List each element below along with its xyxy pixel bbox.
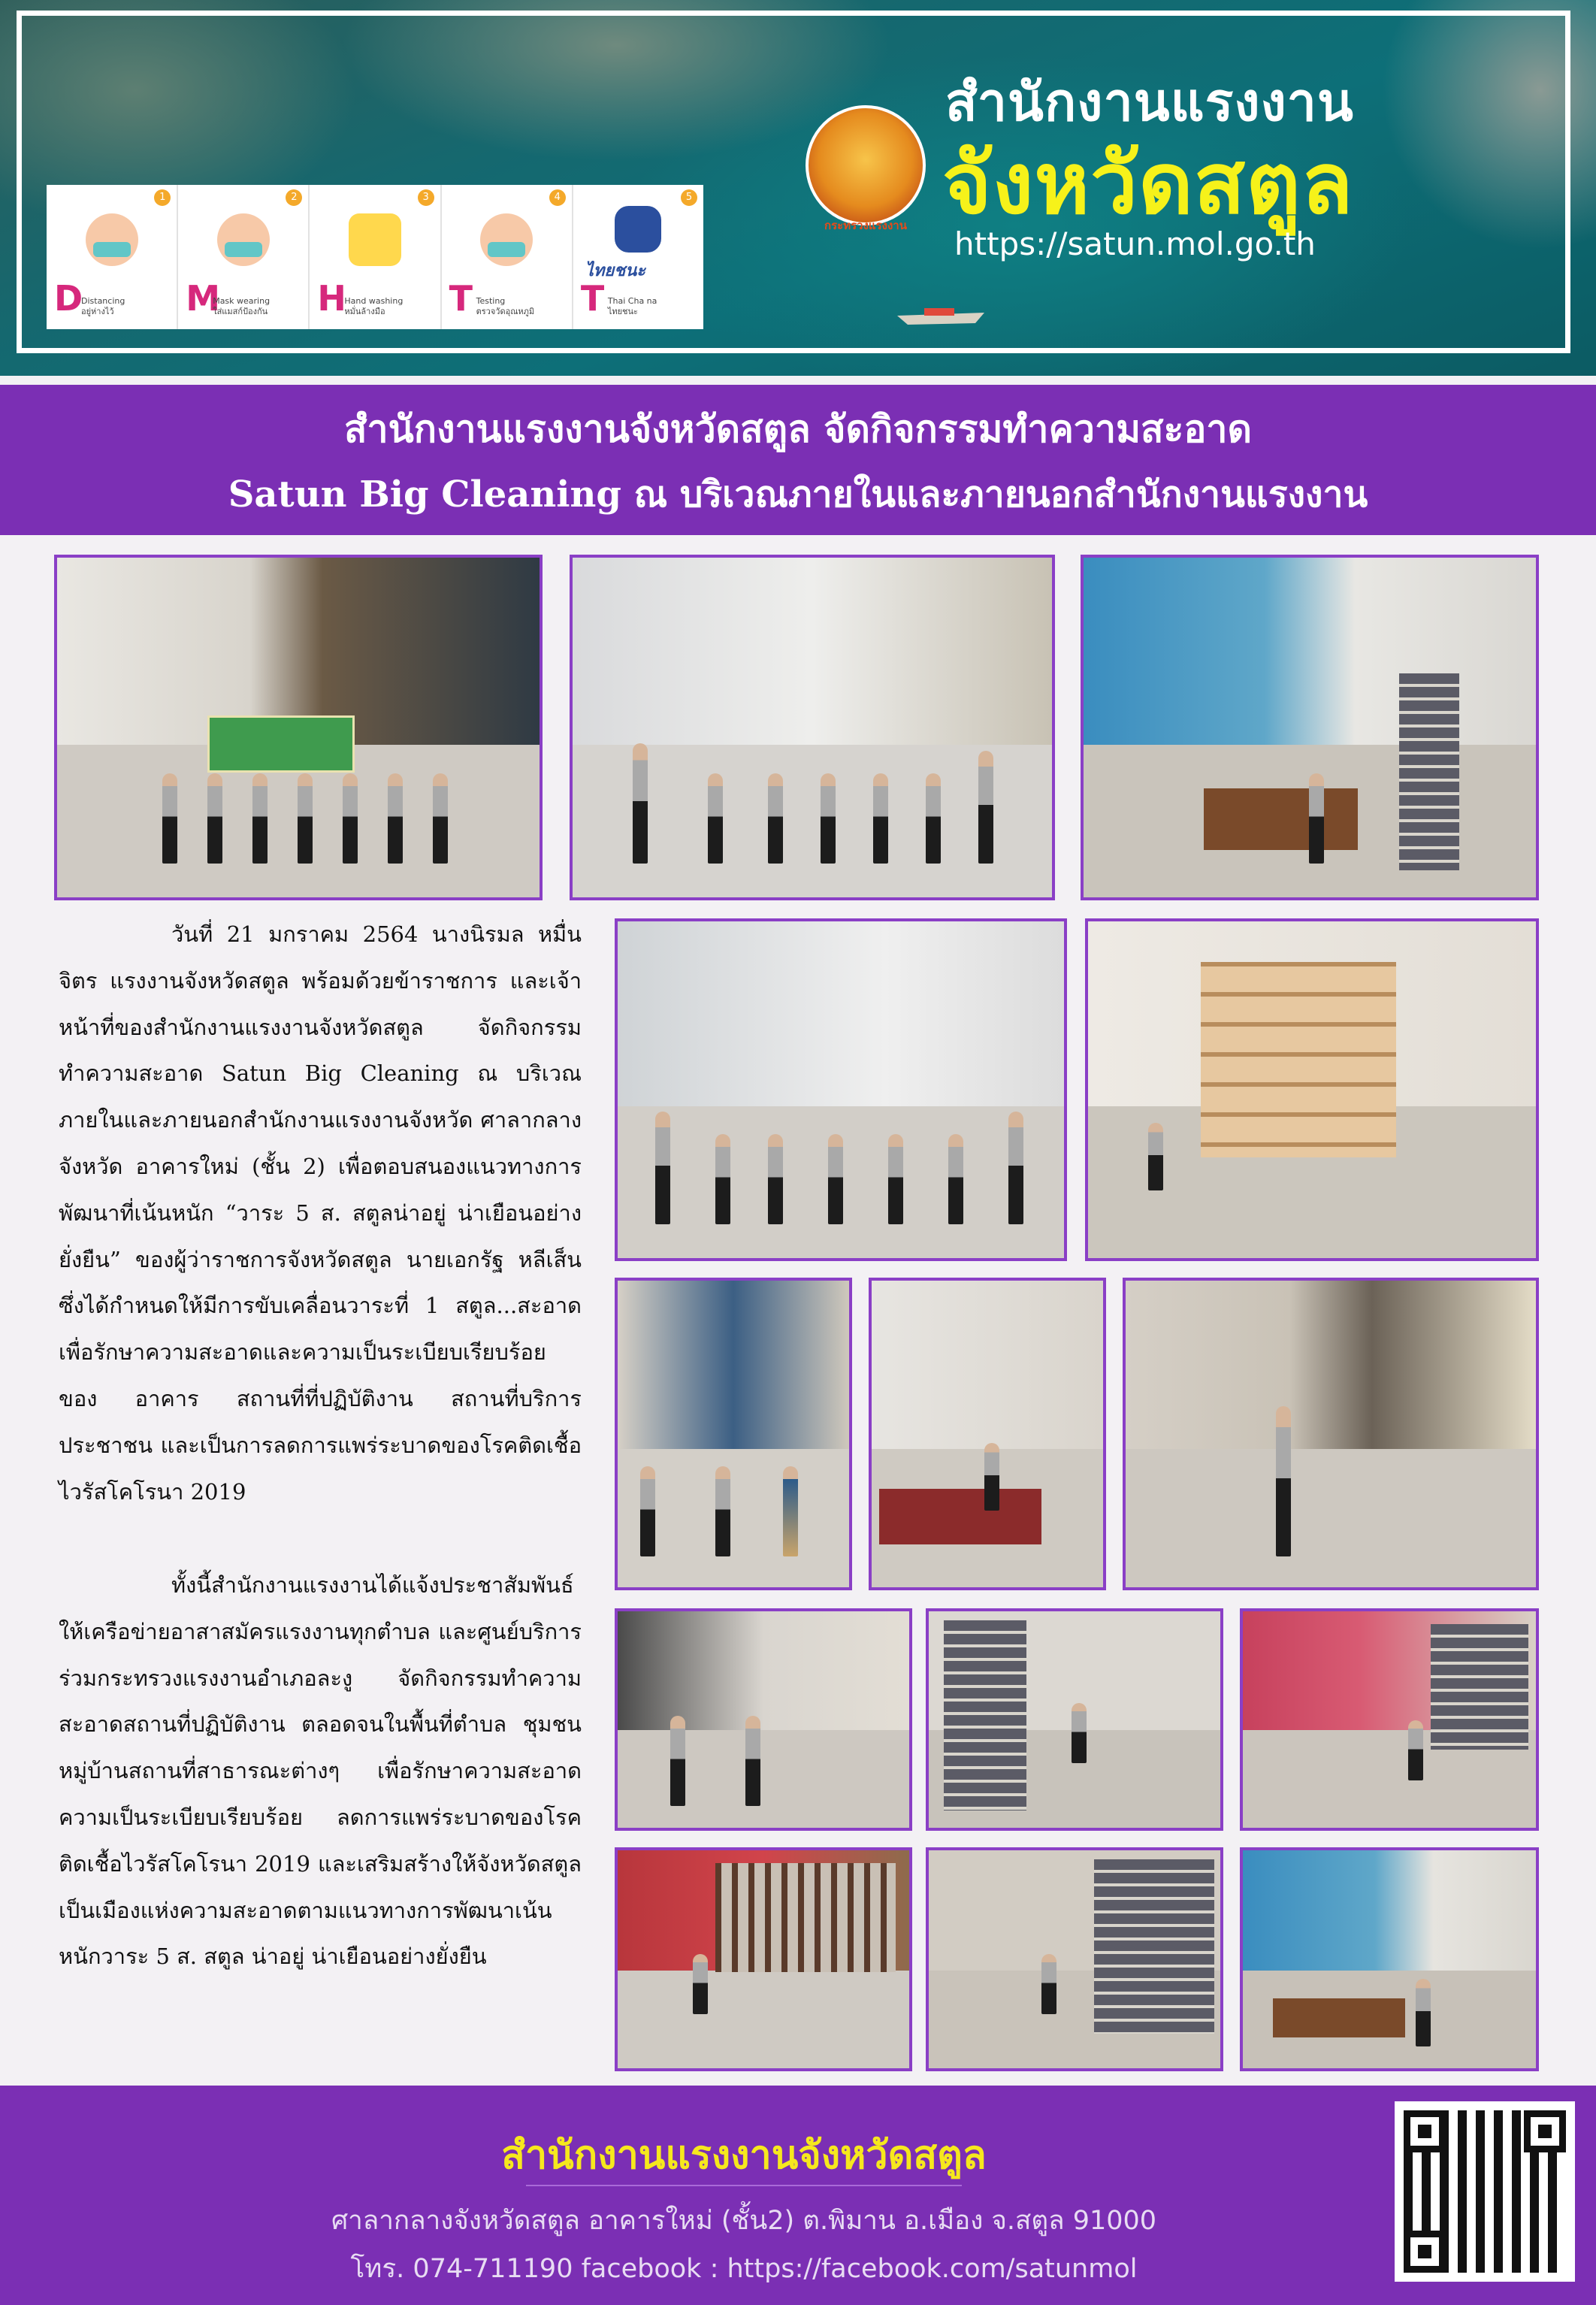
qr-code[interactable]	[1395, 2101, 1575, 2282]
person-icon	[480, 213, 533, 266]
body-paragraph-1: วันที่ 21 มกราคม 2564 นางนิรมล หมื่นจิตร แรงงานจังหวัดสตูล พร้อมด้วยข้าราชการ และเจ้าหน้าที่ของสำนักงานแรงงานจังหวัดสตูล จัดกิจกรรมทำความสะอาด Satun Big Cleaning ณ บริเวณภายในและภายนอกสำนักงานแรงงานจังหวัด ศาลากลางจังหวัด อาคารใหม่ (ชั้น 2) เพื่อตอบสนองแนวทางการพัฒนาที่เน้นหนัก “วาระ 5 ส. สตูลน่าอยู่ น่าเยือนอย่างยั่งยืน” ของผู้ว่าราชการจังหวัดสตูล นายเอกรัฐ หลีเส็น ซึ่งได้กำหนดให้มีการขับเคลื่อนวาระที่ 1 สตูล...สะอาด เพื่อรักษาความสะอาดและความเป็นระเบียบเรียบร้อยของ อาคาร สถานที่ที่ปฏิบัติงาน สถานที่บริการประชาชน และเป็นการลดการแพร่ระบาดของโรคติดเชื้อไวรัสโคโรนา 2019	[59, 921, 582, 1505]
dmhtt-caption: Mask wearing ใส่แมสก์ป้องกัน	[213, 296, 271, 316]
dmhtt-letter: T	[580, 278, 605, 319]
dmhtt-letter: M	[186, 278, 220, 319]
dmhtt-caption: Hand washing หมั่นล้างมือ	[344, 296, 404, 316]
title-bar	[0, 385, 1596, 535]
qr-pattern	[1404, 2110, 1566, 2273]
step-number: 3	[418, 189, 434, 206]
activity-photo	[926, 1847, 1223, 2071]
logo-caption: กระทรวงแรงงาน	[824, 219, 907, 232]
footer-office-name: สำนักงานแรงงานจังหวัดสตูล	[501, 2133, 987, 2178]
activity-photo	[926, 1608, 1223, 1831]
dmhtt-card-distancing	[47, 185, 178, 329]
dmhtt-caption: Distancing อยู่ห่างไว้	[81, 296, 125, 316]
step-number: 2	[286, 189, 302, 206]
dmhtt-letter: T	[449, 278, 473, 319]
dmhtt-letter: D	[54, 278, 83, 319]
activity-photo	[615, 918, 1067, 1261]
dmhtt-letter: H	[317, 278, 346, 319]
office-name-line1: สำนักงานแรงงาน	[945, 71, 1354, 133]
ministry-logo	[806, 105, 926, 225]
footer-address: ศาลากลางจังหวัดสตูล อาคารใหม่ (ชั้น2) ต.พิมาน อ.เมือง จ.สตูล 91000	[331, 2206, 1157, 2236]
step-number: 1	[154, 189, 171, 206]
mask-icon	[488, 242, 525, 257]
dmhtt-caption: Testing ตรวจวัดอุณหภูมิ	[476, 296, 535, 316]
activity-photo	[869, 1278, 1106, 1590]
activity-photo	[1081, 555, 1539, 900]
qr-finder-mark	[1524, 2110, 1566, 2152]
activity-photo	[615, 1847, 912, 2071]
step-number: 4	[549, 189, 566, 206]
dmhtt-infographic	[47, 185, 703, 329]
activity-photo	[54, 555, 543, 900]
qr-finder-mark	[1404, 2110, 1446, 2152]
activity-photo	[570, 555, 1055, 900]
activity-photo	[1240, 1847, 1539, 2071]
headline-line2: Satun Big Cleaning ณ บริเวณภายในและภายนอกสำนักงานแรงงาน	[228, 473, 1368, 516]
activity-photo	[1123, 1278, 1539, 1590]
mask-icon	[225, 242, 262, 257]
hand-wash-icon	[349, 213, 401, 266]
fist-icon	[615, 206, 661, 253]
dmhtt-card-thaichana	[573, 185, 703, 329]
dmhtt-card-testing	[442, 185, 573, 329]
dmhtt-card-handwashing	[310, 185, 441, 329]
dmhtt-caption: Thai Cha na ไทยชนะ	[607, 296, 657, 316]
activity-photo	[615, 1608, 912, 1831]
footer-contact[interactable]: โทร. 074-711190 facebook : https://facebook.com/satunmol	[350, 2254, 1138, 2284]
activity-photo	[1240, 1608, 1539, 1831]
website-url[interactable]: https://satun.mol.go.th	[954, 225, 1316, 262]
step-number: 5	[681, 189, 697, 206]
office-name-line2: จังหวัดสตูล	[942, 135, 1354, 233]
qr-finder-mark	[1404, 2231, 1446, 2273]
person-icon	[86, 213, 138, 266]
footer	[0, 2086, 1596, 2305]
headline-line1: สำนักงานแรงงานจังหวัดสตูล จัดกิจกรรมทำความสะอาด	[344, 407, 1252, 451]
mask-icon	[93, 242, 131, 257]
footer-divider	[526, 2185, 962, 2186]
activity-photo	[615, 1278, 852, 1590]
body-paragraph-2: ทั้งนี้สำนักงานแรงงานได้แจ้งประชาสัมพันธ์ให้เครือข่ายอาสาสมัครแรงงานทุกตำบล และศูนย์บริการร่วมกระทรวงแรงงานอำเภอละงู จัดกิจกรรมทำความสะอาดสถานที่ปฏิบัติงาน ตลอดจนในพื้นที่ตำบล ชุมชน หมู่บ้านสถานที่สาธารณะต่างๆ เพื่อรักษาความสะอาดความเป็นระเบียบเรียบร้อย ลดการแพร่ระบาดของโรคติดเชื้อไวรัสโคโรนา 2019 และเสริมสร้างให้จังหวัดสตูล เป็นเมืองแห่งความสะอาดตามแนวทางการพัฒนาเน้นหนักวาระ 5 ส. สตูล น่าอยู่ น่าเยือนอย่างยั่งยืน	[59, 1572, 582, 1970]
dmhtt-card-mask	[178, 185, 310, 329]
activity-photo	[1085, 918, 1539, 1261]
thaichana-label: ไทยชนะ	[585, 262, 646, 280]
header-banner	[0, 0, 1596, 376]
person-icon	[217, 213, 270, 266]
